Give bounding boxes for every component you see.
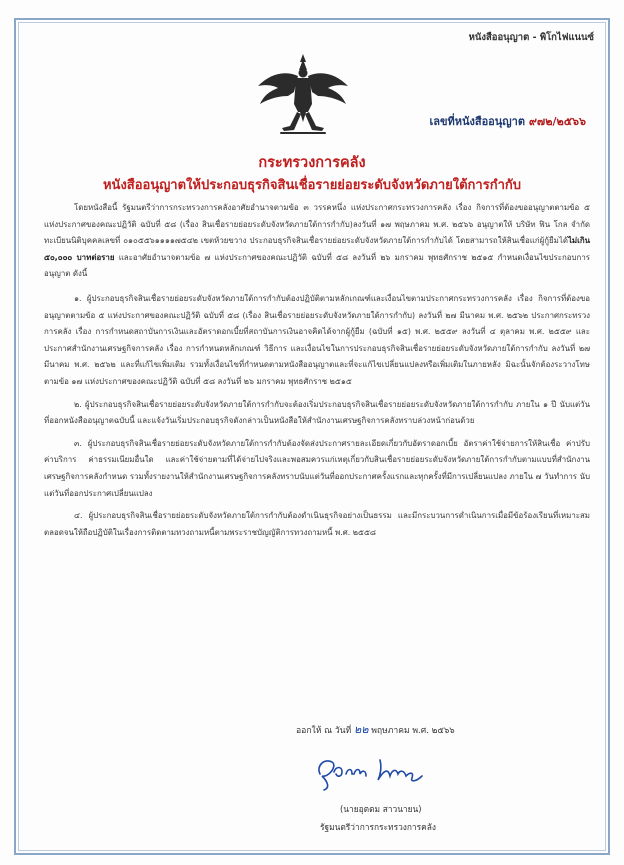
document-type-label: หนังสืออนุญาต - พิโกไฟแนนซ์ — [468, 32, 594, 43]
signer-title: รัฐมนตรีว่าการกระทรวงการคลัง — [320, 822, 436, 832]
condition-1-paragraph: ๑. ผู้ประกอบธุรกิจสินเชื่อรายย่อยระดับจังหวัดภายใต้การกำกับต้องปฏิบัติตามหลักเกณฑ์และเงื่อนไขตามประกาศกระทรวงการคลัง เรื่อง กิจการที่ต้องขออนุญาตตามข้อ ๕ แห่งประกาศของคณะปฏิวัติ ฉบับที่ ๕๘ (เรื่อง สินเชื่อรายย่อยระดับจังหวัดภายใต้การกำกับ) ลงวันที่ ๒๗ มีนาคม พ.ศ. ๒๕๖๒ ประกาศกระทรวงการคลัง เรื่อง การกำหนดสถาบันการเงินและอัตราดอกเบี้ยที่สถาบันการเงินอาจคิดได้จากผู้กู้ยืม (ฉบับที่ ๑๕) พ.ศ. ๒๕๕๙ ลงวันที่ ๔ ตุลาคม พ.ศ. ๒๕๕๙ และประกาศสำนักงานเศรษฐกิจการคลัง เรื่อง การกำหนดหลักเกณฑ์ วิธีการ และเงื่อนไขในการประกอบธุรกิจสินเชื่อรายย่อยระดับจังหวัดภายใต้การกำกับ ลงวันที่ ๒๗ มีนาคม พ.ศ. ๒๕๖๒ และที่แก้ไขเพิ่มเติม รวมทั้งเงื่อนไขที่กำหนดตามหนังสืออนุญาตและที่จะแก้ไขเปลี่ยนแปลงหรือเพิ่มเติมในภายหลัง มิฉะนั้นจักต้องระวางโทษตามข้อ ๑๗ แห่งประกาศของคณะปฏิวัติ ฉบับที่ ๕๘ ลงวันที่ ๒๖ มกราคม พุทธศักราช ๒๕๑๕ — [44, 293, 590, 386]
condition-2-paragraph: ๒. ผู้ประกอบธุรกิจสินเชื่อรายย่อยระดับจังหวัดภายใต้การกำกับจะต้องเริ่มประกอบธุรกิจสินเชื่อรายย่อยระดับจังหวัดภายใต้การกำกับ ภายใน ๑ ปี นับแต่วันที่ออกหนังสืออนุญาตฉบับนี้ และแจ้งวันเริ่มประกอบธุรกิจดังกล่าวเป็นหนังสือให้สำนักงานเศรษฐกิจการคลังทราบล่วงหน้าก่อนด้วย — [44, 399, 590, 426]
issue-date-prefix: ออกให้ ณ วันที่ — [296, 726, 352, 736]
condition-4-paragraph: ๔. ผู้ประกอบธุรกิจสินเชื่อรายย่อยระดับจังหวัดภายใต้การกำกับต้องดำเนินธุรกิจอย่างเป็นธรรม และมีกระบวนการดำเนินการเมื่อมีข้อร้องเรียนที่เหมาะสม ตลอดจนให้ถือปฏิบัติในเรื่องการติดตามทวงถามหนี้ตามพระราชบัญญัติการทวงถามหนี้ พ.ศ. ๒๕๕๘ — [44, 511, 590, 537]
document-body — [44, 200, 590, 547]
license-number-label: เลขที่หนังสืออนุญาต — [429, 115, 526, 128]
issue-date-day: ๒๒ — [353, 723, 369, 736]
license-number-line — [429, 112, 586, 130]
issue-date — [296, 720, 455, 738]
signer-name: (นายอุตตม สาวนายน) — [340, 804, 422, 814]
intro-text-end: และอาศัยอำนาจตามข้อ ๗ แห่งประกาศของคณะปฏิวัติ ฉบับที่ ๕๘ ลงวันที่ ๒๖ มกราคม พุทธศักราช ๒๕๑๕ กำหนดเงื่อนไขประกอบการอนุญาต ดังนี้ — [44, 252, 590, 279]
intro-paragraph — [44, 200, 590, 283]
license-number-value: ๙๗๒/๒๕๖๖ — [528, 115, 586, 128]
issue-date-month-year: พฤษภาคม พ.ศ. ๒๕๖๖ — [371, 726, 455, 736]
handwritten-signature — [314, 752, 432, 792]
document-title: หนังสืออนุญาตให้ประกอบธุรกิจสินเชื่อรายย่อยระดับจังหวัดภายใต้การกำกับ — [102, 178, 522, 193]
garuda-emblem-icon — [254, 52, 352, 136]
intro-text: โดยหนังสือนี้ รัฐมนตรีว่าการกระทรวงการคลังอาศัยอำนาจตามข้อ ๓ วรรคหนึ่ง แห่งประกาศกระทรวงการคลัง เรื่อง กิจการที่ต้องขออนุญาตตามข้อ ๕ แห่งประกาศของคณะปฏิวัติ ฉบับที่ ๕๘ (เรื่อง สินเชื่อรายย่อยระดับจังหวัดภายใต้การกำกับ)ลงวันที่ ๑๗ พฤษภาคม พ.ศ. ๒๕๖๖ อนุญาตให้ บริษัท ฟิน โกล จำกัด ทะเบียนนิติบุคคลเลขที่ ๐๑๐๕๕๖๑๑๑๑๗๕๔๒ เขตห้วยขวาง ประกอบธุรกิจสินเชื่อรายย่อยระดับจังหวัดภายใต้การกำกับได้ โดยสามารถให้สินเชื่อแก่ผู้กู้ยืมได้ — [44, 203, 590, 246]
ministry-heading: กระทรวงการคลัง — [258, 155, 366, 171]
condition-3-paragraph: ๓. ผู้ประกอบธุรกิจสินเชื่อรายย่อยระดับจังหวัดภายใต้การกำกับต้องจัดส่งประกาศรายละเอียดเกี่ยวกับอัตราดอกเบี้ย อัตราค่าใช้จ่ายการให้สินเชื่อ ค่าปรับ ค่าบริการ ค่าธรรมเนียมอื่นใด และค่าใช้จ่ายตามที่ได้จ่ายไปจริงและพอสมควรแก่เหตุเกี่ยวกับสินเชื่อรายย่อยระดับจังหวัดภายใต้การกำกับตามแบบที่สำนักงานเศรษฐกิจการคลังกำหนด รวมทั้งรายงานให้สำนักงานเศรษฐกิจการคลังทราบนับแต่วันที่ออกประกาศครั้งแรกและทุกครั้งที่มีการเปลี่ยนแปลง ภายใน ๗ วันทำการ นับแต่วันที่ออกประกาศเปลี่ยนแปลง — [44, 438, 590, 498]
loan-limit-text: ไม่เกิน ๕๐,๐๐๐ บาทต่อราย — [44, 236, 590, 262]
